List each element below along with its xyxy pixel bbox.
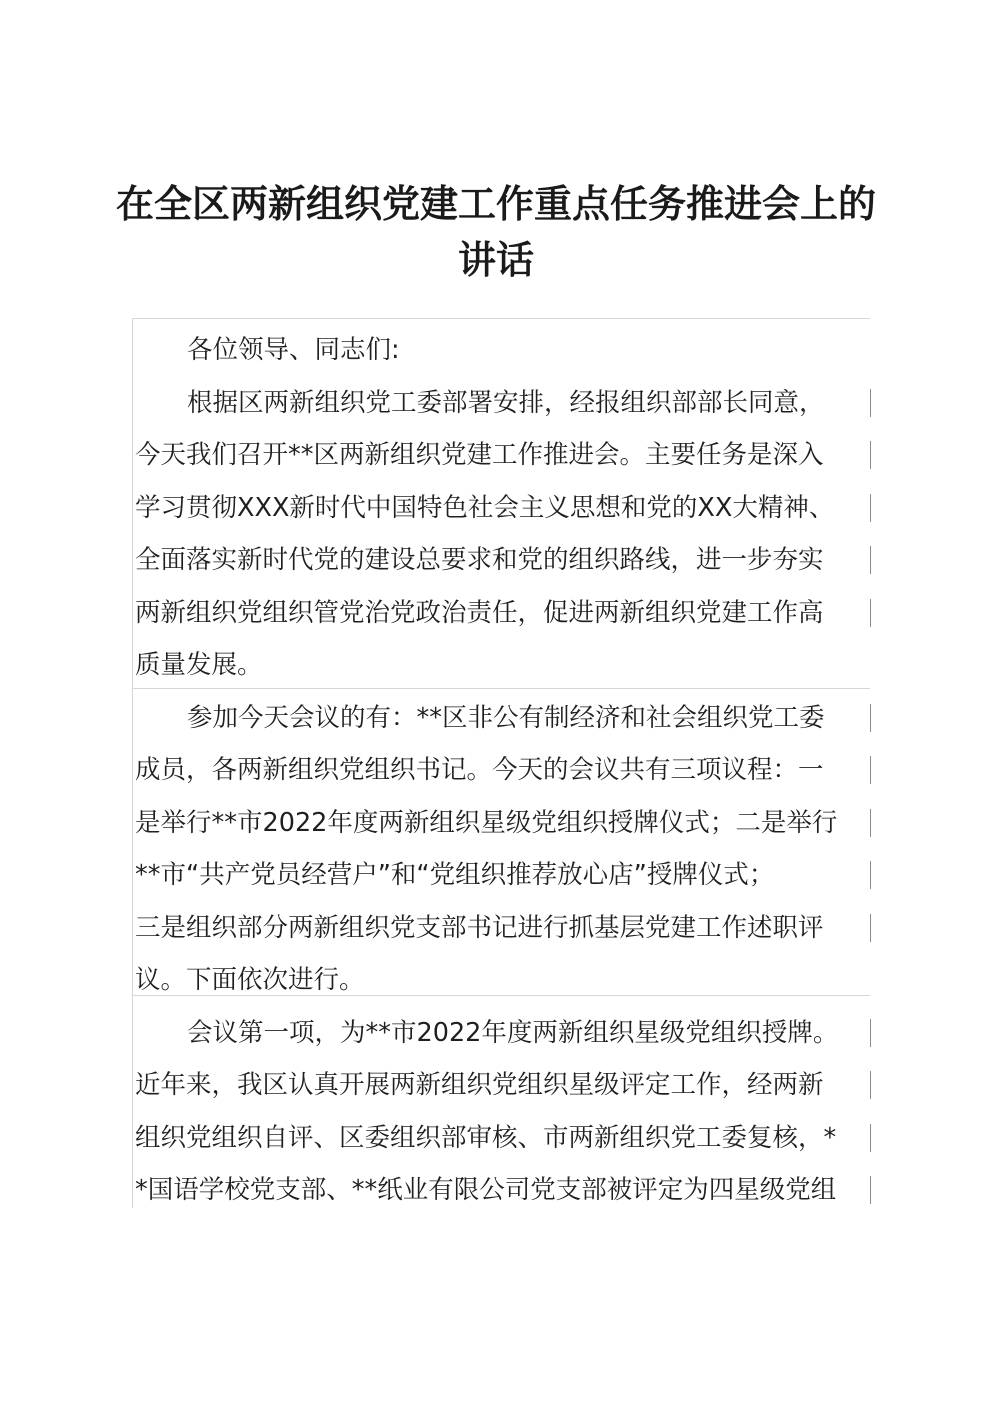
document-body xyxy=(135,324,868,1217)
text-line: 参加今天会议的有：**区非公有制经济和社会组织党工委 xyxy=(135,692,868,745)
paragraph-salutation xyxy=(135,324,868,377)
text-line: 各位领导、同志们: xyxy=(187,335,400,365)
paragraph-purpose xyxy=(135,377,868,692)
text-line: 根据区两新组织党工委部署安排，经报组织部部长同意， xyxy=(135,377,868,430)
text-line: 议。下面依次进行。 xyxy=(135,965,365,995)
text-line: *国语学校党支部、**纸业有限公司党支部被评定为四星级党组 xyxy=(135,1164,868,1217)
paragraph-agenda xyxy=(135,692,868,1007)
title-line: 在全区两新组织党建工作重点任务推进会上的 xyxy=(115,181,876,226)
text-line: 两新组织党组织管党治党政治责任，促进两新组织党建工作高 xyxy=(135,587,868,640)
text-line: 会议第一项，为**市2022年度两新组织星级党组织授牌。 xyxy=(135,1007,868,1060)
frame-rule xyxy=(132,318,870,319)
text-line: 全面落实新时代党的建设总要求和党的组织路线，进一步夯实 xyxy=(135,534,868,587)
text-line: 成员，各两新组织党组织书记。今天的会议共有三项议程：一 xyxy=(135,744,868,797)
text-line: 质量发展。 xyxy=(135,650,263,680)
text-line: 是举行**市2022年度两新组织星级党组织授牌仪式；二是举行 xyxy=(135,797,868,850)
document-title xyxy=(100,176,892,288)
text-line: **市“共产党员经营户”和“党组织推荐放心店”授牌仪式； xyxy=(135,849,868,902)
frame-rule xyxy=(132,318,133,1208)
text-line: 组织党组织自评、区委组织部审核、市两新组织党工委复核，* xyxy=(135,1112,868,1165)
text-line: 今天我们召开**区两新组织党建工作推进会。主要任务是深入 xyxy=(135,429,868,482)
text-line: 三是组织部分两新组织党支部书记进行抓基层党建工作述职评 xyxy=(135,902,868,955)
text-line: 学习贯彻XXX新时代中国特色社会主义思想和党的XX大精神、 xyxy=(135,482,868,535)
paragraph-item-one xyxy=(135,1007,868,1217)
text-line: 近年来，我区认真开展两新组织党组织星级评定工作，经两新 xyxy=(135,1059,868,1112)
title-line: 讲话 xyxy=(457,237,534,282)
